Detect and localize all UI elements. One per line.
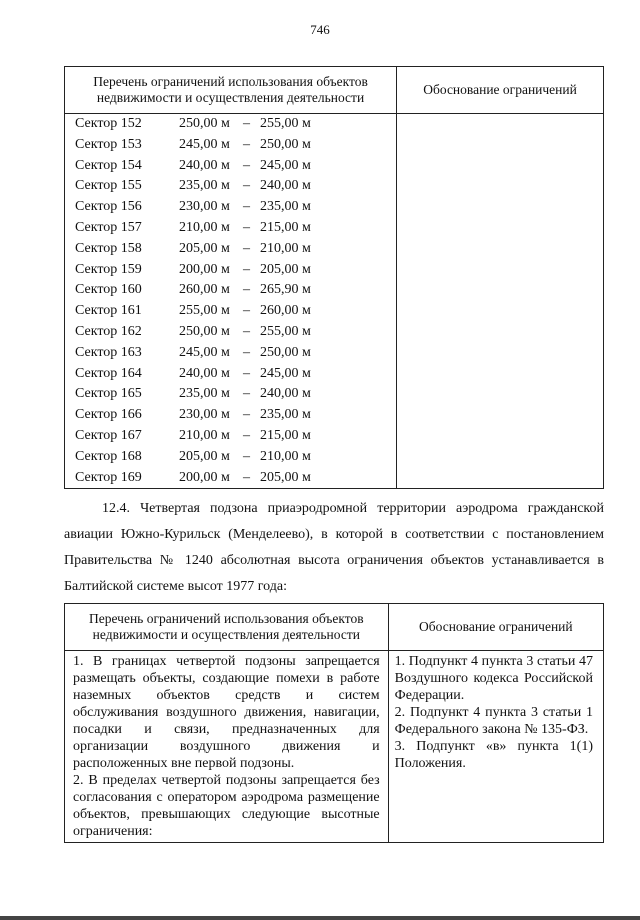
range-dash: – [243,136,250,152]
scan-edge-line [0,916,640,920]
height-from: 210,00 м [179,427,230,443]
range-dash: – [243,199,250,215]
sector-row [75,135,396,156]
range-dash: – [243,178,250,194]
height-to: 215,00 м [260,219,311,235]
sector-heights-table [64,66,604,489]
range-dash: – [243,261,250,277]
sector-row [75,468,396,489]
sector-name: Сектор 163 [75,344,142,360]
range-dash: – [243,407,250,423]
sector-name: Сектор 153 [75,136,142,152]
height-from: 240,00 м [179,365,230,381]
range-dash: – [243,116,250,131]
height-from: 245,00 м [179,136,230,152]
sector-row [75,176,396,197]
range-dash: – [243,386,250,402]
height-from: 210,00 м [179,219,230,235]
sector-name: Сектор 156 [75,199,142,215]
restriction-item-2: 2. В пределах четвертой подзоны запрещается без согласования с оператором аэродрома размещение объектов, превышающих следующие высотные ограничения: [73,773,380,839]
justification-item-3: 3. Подпункт «в» пункта 1(1) Положения. [394,739,593,771]
range-dash: – [243,469,250,485]
sector-row [75,156,396,177]
sector-name: Сектор 152 [75,116,142,131]
height-from: 235,00 м [179,178,230,194]
height-from: 240,00 м [179,157,230,173]
sector-name: Сектор 166 [75,407,142,423]
height-to: 210,00 м [260,240,311,256]
height-to: 235,00 м [260,407,311,423]
height-from: 250,00 м [179,323,230,339]
sector-name: Сектор 159 [75,261,142,277]
height-to: 255,00 м [260,116,311,131]
range-dash: – [243,303,250,319]
sector-name: Сектор 157 [75,219,142,235]
sector-row [75,405,396,426]
fourth-subzone-table [64,603,604,843]
sector-row [75,218,396,239]
sector-row [75,197,396,218]
height-to: 205,00 м [260,469,311,485]
height-to: 245,00 м [260,157,311,173]
height-from: 250,00 м [179,116,230,131]
sector-name: Сектор 164 [75,365,142,381]
sector-row [75,260,396,281]
sector-row [75,384,396,405]
sector-row [75,364,396,385]
sector-name: Сектор 154 [75,157,142,173]
justification-item-1: 1. Подпункт 4 пункта 3 статьи 47 Воздушного кодекса Российской Федерации. [394,654,593,703]
height-from: 235,00 м [179,386,230,402]
range-dash: – [243,427,250,443]
sector-name: Сектор 161 [75,303,142,319]
height-to: 240,00 м [260,178,311,194]
sector-name: Сектор 158 [75,240,142,256]
range-dash: – [243,282,250,298]
height-from: 205,00 м [179,448,230,464]
table2-header-restrictions: Перечень ограничений использования объектов недвижимости и осуществления деятельности [65,604,389,651]
height-from: 255,00 м [179,303,230,319]
sector-list [65,114,397,489]
sector-name: Сектор 162 [75,323,142,339]
height-to: 205,00 м [260,261,311,277]
restrictions-cell [65,651,389,843]
height-from: 205,00 м [179,240,230,256]
paragraph-text: 12.4. Четвертая подзона приаэродромной территории аэродрома гражданской авиации Южно-Курильск (Менделеево), в которой в соответствии с постановлением Правительства № 1240 абсолютная высота ограничения объектов устанавливается в Балтийской системе высот 1977 года: [64,501,604,594]
height-to: 215,00 м [260,427,311,443]
height-from: 260,00 м [179,282,230,298]
range-dash: – [243,323,250,339]
justification-item-2: 2. Подпункт 4 пункта 3 статьи 1 Федерального закона № 135-ФЗ. [394,705,593,737]
range-dash: – [243,448,250,464]
height-to: 250,00 м [260,136,311,152]
height-to: 245,00 м [260,365,311,381]
sector-row [75,114,396,135]
height-to: 265,90 м [260,282,311,298]
range-dash: – [243,344,250,360]
sector-row [75,239,396,260]
range-dash: – [243,240,250,256]
height-from: 230,00 м [179,407,230,423]
height-to: 235,00 м [260,199,311,215]
sector-row [75,301,396,322]
table1-header-justification: Обоснование ограничений [397,67,604,114]
sector-name: Сектор 155 [75,178,142,194]
height-from: 245,00 м [179,344,230,360]
sector-row [75,343,396,364]
sector-row [75,322,396,343]
height-from: 230,00 м [179,199,230,215]
sector-name: Сектор 168 [75,448,142,464]
height-to: 255,00 м [260,323,311,339]
range-dash: – [243,219,250,235]
range-dash: – [243,157,250,173]
sector-name: Сектор 167 [75,427,142,443]
restriction-item-1: 1. В границах четвертой подзоны запрещается размещать объекты, создающие помехи в работе наземных объектов средств и систем обслуживания воздушного движения, навигации, посадки и связи, предназначенных для организации воздушного движения и расположенных вне первой подзоны. [73,654,380,771]
table1-header-restrictions: Перечень ограничений использования объектов недвижимости и осуществления деятельности [65,67,397,114]
sector-row [75,280,396,301]
table2-header-justification: Обоснование ограничений [388,604,603,651]
section-12-4-paragraph [64,496,604,600]
sector-name: Сектор 165 [75,386,142,402]
sector-name: Сектор 169 [75,469,142,485]
page-number: 746 [310,22,330,37]
sector-name: Сектор 160 [75,282,142,298]
height-from: 200,00 м [179,469,230,485]
range-dash: – [243,365,250,381]
height-to: 240,00 м [260,386,311,402]
sector-row [75,447,396,468]
height-from: 200,00 м [179,261,230,277]
height-to: 250,00 м [260,344,311,360]
table1-justification-cell [397,114,604,489]
height-to: 210,00 м [260,448,311,464]
sector-row [75,426,396,447]
justification-cell [388,651,603,843]
height-to: 260,00 м [260,303,311,319]
